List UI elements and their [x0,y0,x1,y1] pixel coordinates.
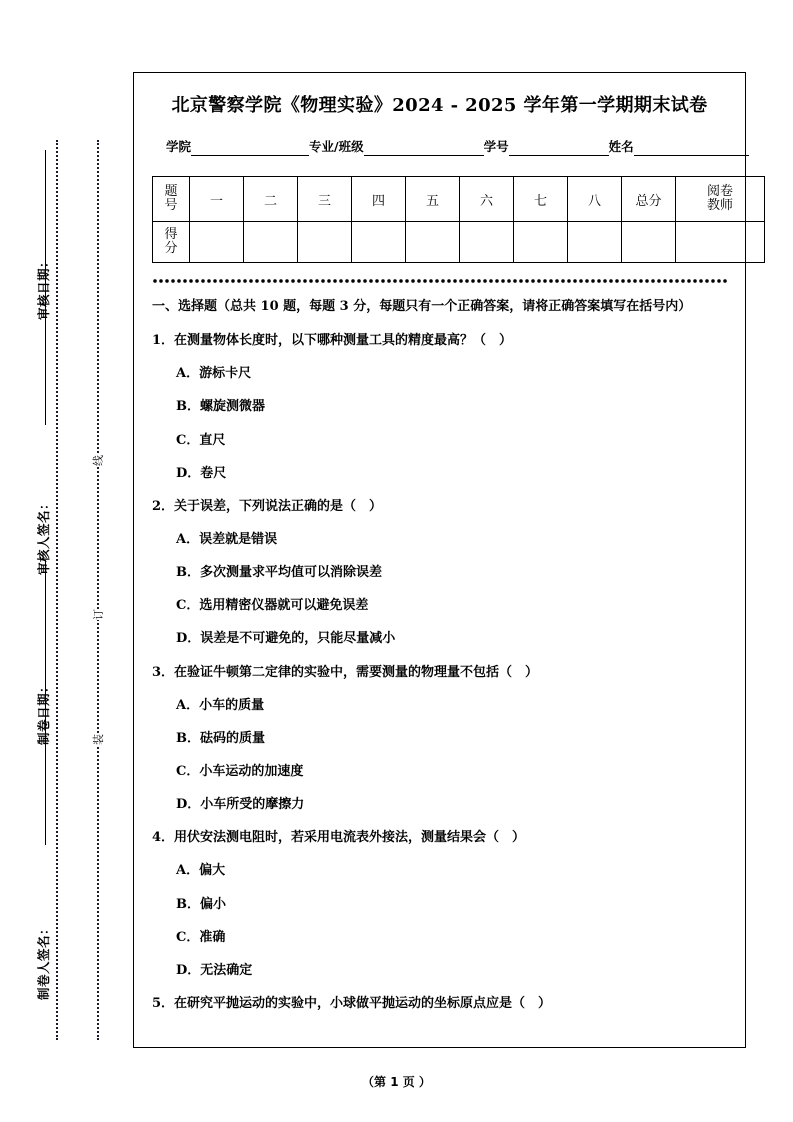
question-4-option-c[interactable]: C．准确 [176,929,226,945]
teacher-label-line-1: 阅卷 [706,183,733,199]
binding-char-bind: 订 [92,609,105,620]
score-table-header-row [153,177,765,222]
score-table-row-label-question [153,177,190,222]
teacher-label-line-2: 教师 [706,198,733,213]
question-3-stem: 3．在验证牛顿第二定律的实验中，需要测量的物理量不包括（ ） [152,664,539,680]
review-date-label: 审核日期： [36,254,51,320]
score-cell-2[interactable] [244,222,298,263]
score-col-6: 六 [460,177,514,222]
field-major-class [309,137,484,156]
score-col-2: 二 [244,177,298,222]
field-college-input[interactable] [191,142,309,156]
question-4-stem: 4．用伏安法测电阻时，若采用电流表外接法，测量结果会（ ） [152,830,526,846]
row-label-char-2: 号 [164,198,178,213]
field-name-label: 姓名 [608,139,634,154]
question-2-option-a[interactable]: A．误差就是错误 [176,531,278,547]
field-name [609,137,749,156]
question-1-stem: 1．在测量物体长度时，以下哪种测量工具的精度最高？（ ） [152,333,513,349]
reviewer-signature-label: 审核人签名： [36,496,51,575]
field-college-label: 学院 [166,139,192,154]
question-2-stem: 2．关于误差，下列说法正确的是（ ） [152,498,383,514]
paper-maker-signature-label: 制卷人签名： [36,921,51,1000]
binding-margin-strip [0,0,133,1122]
score-col-3: 三 [298,177,352,222]
field-major-class-input[interactable] [364,142,484,156]
exam-title: 北京警察学院《物理实验》2024 - 2025 学年第一学期期末试卷 [171,95,708,116]
score-cell-teacher[interactable] [676,222,765,263]
question-3-option-d[interactable]: D．小车所受的摩擦力 [176,797,305,813]
question-3-option-a[interactable]: A．小车的质量 [176,697,265,713]
score-col-8: 八 [568,177,622,222]
question-1-option-d[interactable]: D．卷尺 [176,465,227,481]
score-cell-5[interactable] [406,222,460,263]
score-cell-7[interactable] [514,222,568,263]
score-cell-6[interactable] [460,222,514,263]
field-name-input[interactable] [634,142,749,156]
score-col-1: 一 [190,177,244,222]
question-4-option-a[interactable]: A．偏大 [176,863,226,879]
question-3-option-c[interactable]: C．小车运动的加速度 [176,763,304,779]
score-col-total: 总分 [622,177,676,222]
field-student-id [484,137,609,156]
question-body [152,297,727,1014]
field-college [166,137,309,156]
question-5-stem: 5．在研究平抛运动的实验中，小球做平抛运动的坐标原点应是（ ） [152,995,552,1011]
score-cell-4[interactable] [352,222,406,263]
binding-dotted-line-outer [56,140,58,1040]
score-table-value-row [153,222,765,263]
score-label-char-2: 分 [164,241,178,256]
row-label-char-1: 题 [164,183,178,199]
exam-sheet [133,72,746,1048]
section-heading: 一、选择题（总共 10 题，每题 3 分，每题只有一个正确答案，请将正确答案填写在括号内） [152,299,692,314]
page-footer: （第 1 页 ） [362,1075,431,1089]
question-4-option-d[interactable]: D．无法确定 [176,962,253,978]
question-1-option-a[interactable]: A．游标卡尺 [176,366,252,382]
field-major-class-label: 专业/班级 [309,139,364,154]
paper-date-label: 制卷日期： [36,679,51,745]
field-student-id-input[interactable] [509,142,609,156]
score-col-4: 四 [352,177,406,222]
score-table-row-label-score [153,222,190,263]
score-col-7: 七 [514,177,568,222]
question-2-option-c[interactable]: C．选用精密仪器就可以避免误差 [176,598,369,614]
score-cell-3[interactable] [298,222,352,263]
identity-fields-row [166,137,723,156]
field-student-id-label: 学号 [483,139,509,154]
score-cell-1[interactable] [190,222,244,263]
question-1-option-c[interactable]: C．直尺 [176,432,226,448]
score-col-teacher [676,177,765,222]
binding-dotted-line-inner [97,140,99,1040]
score-table [152,176,765,263]
section-dotted-divider [152,279,727,283]
binding-char-seal: 装 [92,734,105,745]
score-col-5: 五 [406,177,460,222]
binding-char-line: 线 [92,455,105,466]
question-2-option-b[interactable]: B．多次测量求平均值可以消除误差 [176,565,382,581]
question-3-option-b[interactable]: B．砝码的质量 [176,730,265,746]
score-cell-total[interactable] [622,222,676,263]
score-cell-8[interactable] [568,222,622,263]
question-1-option-b[interactable]: B．螺旋测微器 [176,399,265,415]
question-4-option-b[interactable]: B．偏小 [176,896,226,912]
score-label-char-1: 得 [164,226,178,242]
question-2-option-d[interactable]: D．误差是不可避免的，只能尽量减小 [176,631,396,647]
